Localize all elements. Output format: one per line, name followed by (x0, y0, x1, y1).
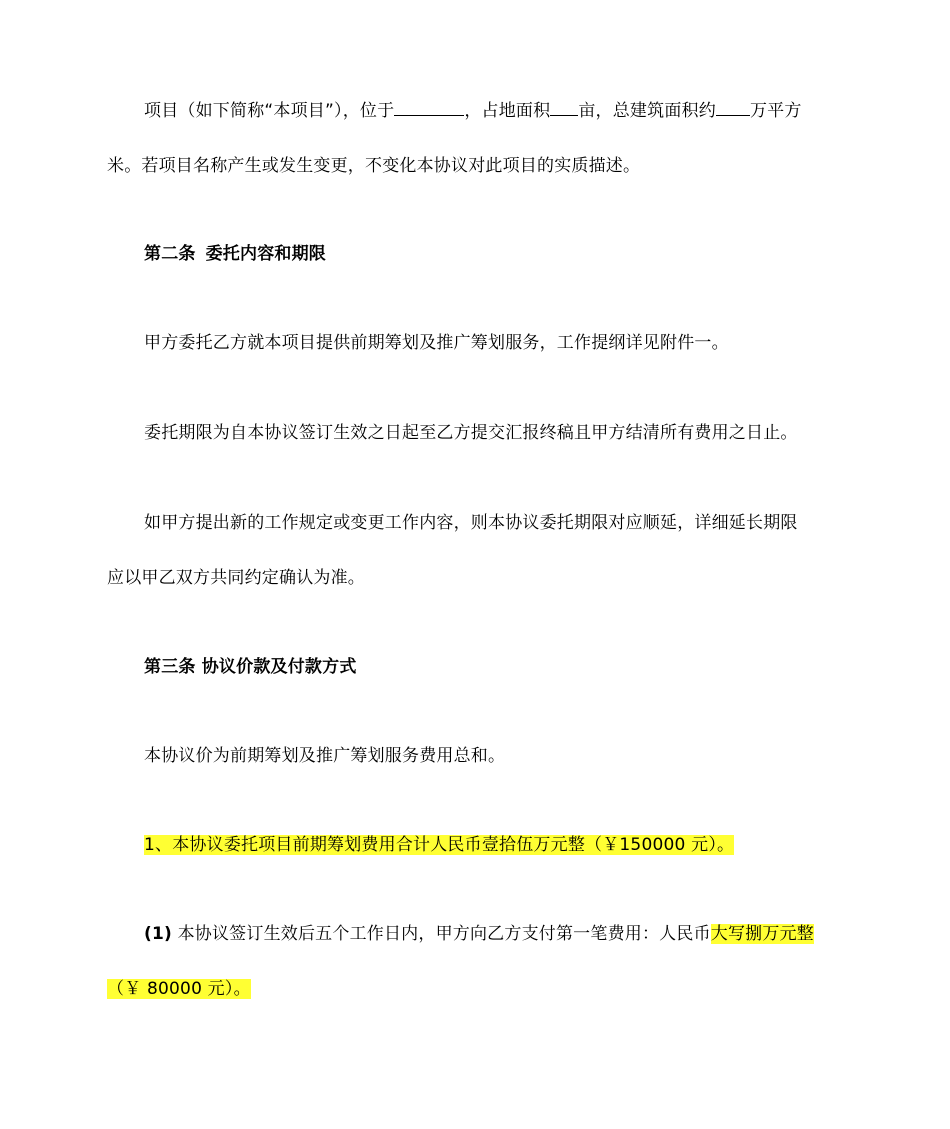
project-description-line-2: 米。若项目名称产生或发生变更，不变化本协议对此项目的实质描述。 (107, 156, 641, 176)
article-3-heading: 第三条 协议价款及付款方式 (144, 657, 357, 677)
article-2-title: 委托内容和期限 (205, 244, 327, 264)
article-2-paragraph-3-line-1: 如甲方提出新的工作规定或变更工作内容，则本协议委托期限对应顺延，详细延长期限 (144, 513, 798, 533)
highlighted-text: 大写捌万元整 (710, 924, 814, 944)
text-segment: 本协议签订生效后五个工作日内，甲方向乙方支付第一笔费用：人民币 (171, 924, 711, 944)
highlighted-text: 1、本协议委托项目前期筹划费用合计人民币壹拾伍万元整（￥150000 元）。 (144, 835, 735, 855)
text-segment: 万平方 (749, 101, 802, 121)
text-segment: 亩，总建筑面积约 (578, 101, 716, 121)
article-2-number: 第二条 (144, 244, 196, 264)
article-2-paragraph-1: 甲方委托乙方就本项目提供前期筹划及推广筹划服务，工作提纲详见附件一。 (144, 333, 729, 353)
text-segment: 项目（如下简称“本项目”），位于 (144, 101, 395, 121)
article-3-subitem-1-line-2 (107, 977, 847, 1001)
building-area-blank (716, 99, 750, 116)
article-2-paragraph-2: 委托期限为自本协议签订生效之日起至乙方提交汇报终稿且甲方结清所有费用之日止。 (144, 423, 798, 443)
article-2-paragraph-3-line-2: 应以甲乙双方共同约定确认为准。 (107, 568, 365, 588)
project-description-line-1 (144, 99, 847, 123)
highlighted-text: （￥ 80000 元）。 (107, 979, 251, 999)
location-blank (394, 99, 464, 116)
article-3-item-1 (144, 833, 847, 857)
land-area-blank (550, 99, 578, 116)
article-2-heading (144, 242, 847, 266)
article-3-paragraph-1: 本协议价为前期筹划及推广筹划服务费用总和。 (144, 746, 506, 766)
article-3-subitem-1-line-1 (144, 922, 847, 946)
text-segment: ，占地面积 (464, 101, 551, 121)
subitem-number: (1) (144, 924, 172, 944)
